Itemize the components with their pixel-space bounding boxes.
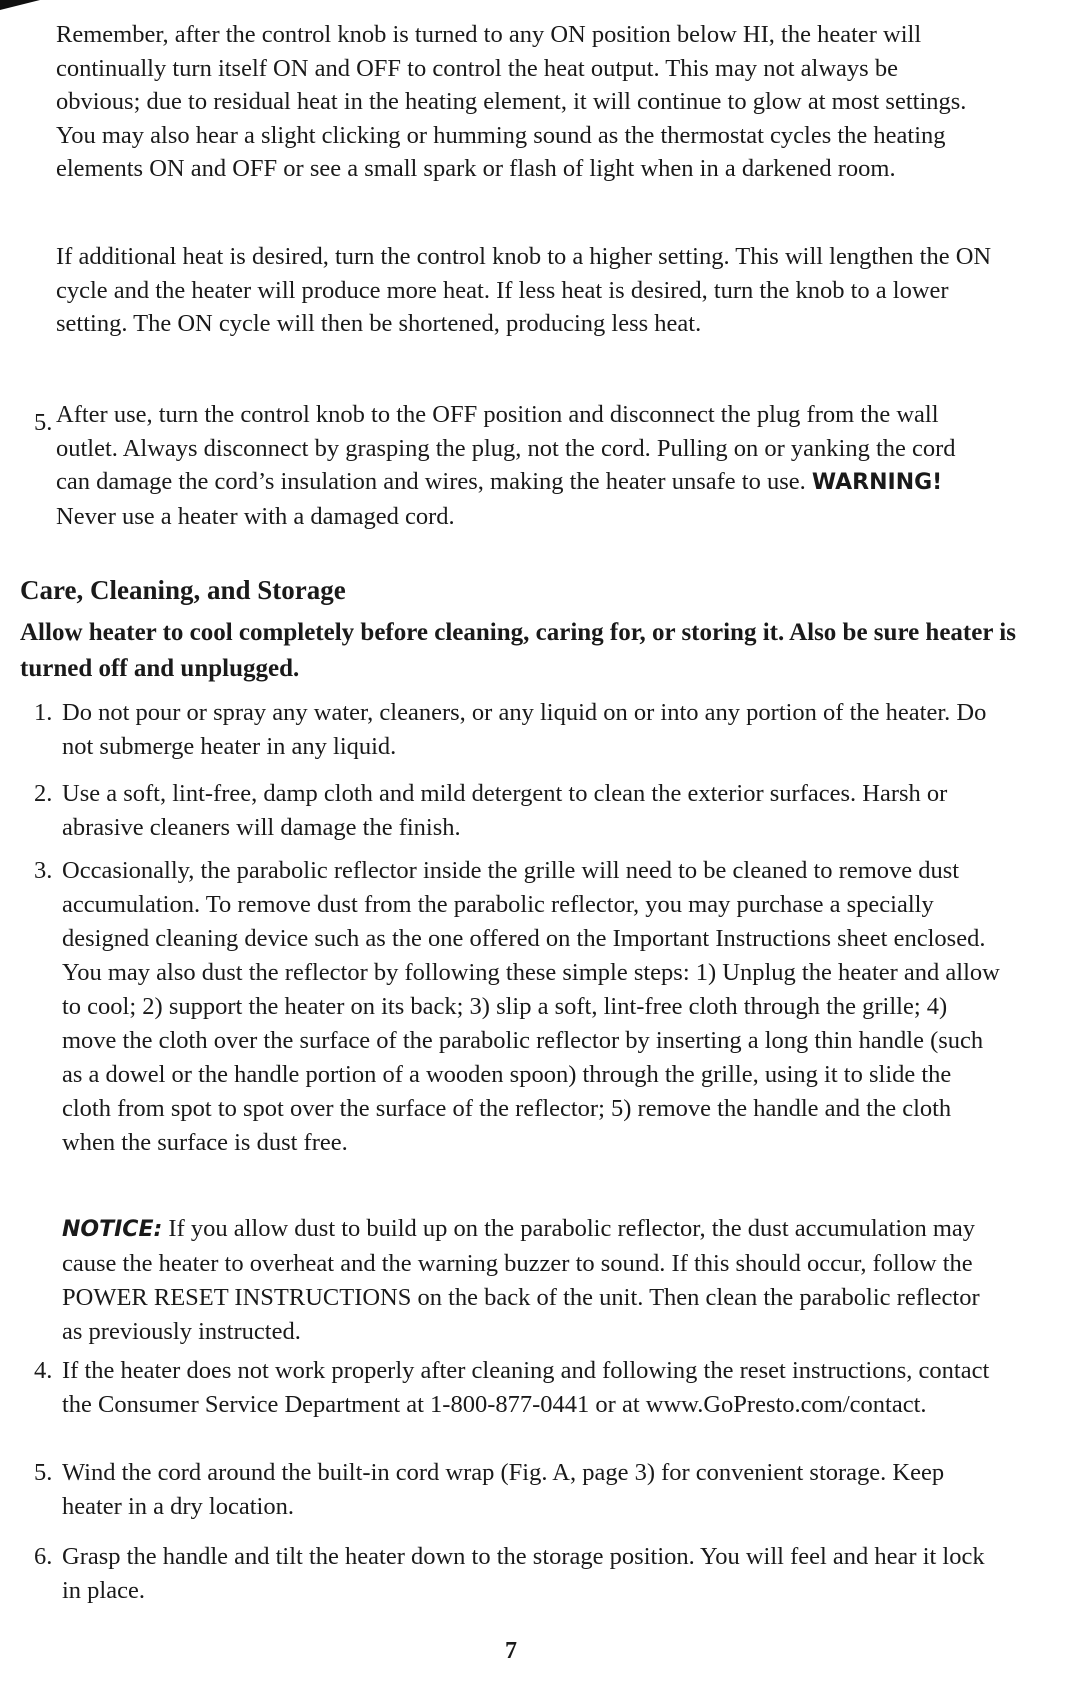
warning-label: WARNING! [811, 470, 943, 495]
list-item-number: 6. [34, 1543, 53, 1570]
list-item-number: 2. [34, 780, 53, 807]
care-section-intro: Allow heater to cool completely before cleaning, caring for, or storing it. Also be sure heater is turned off and unplugged. [20, 619, 1016, 682]
notice-text: If you allow dust to build up on the parabolic reflector, the dust accumulation may cause the heater to overheat and the warning buzzer to sound. If this should occur, follow the POWER RESET INSTRUCTIONS on the back of the unit. Then clean the parabolic reflector as previously instructed. [62, 1215, 980, 1345]
list-item-contact-service: If the heater does not work properly after cleaning and following the reset instructions, contact the Consumer Service Department at 1-800-877-0441 or at www.GoPresto.com/contact. [62, 1357, 990, 1418]
after-use-step [56, 398, 986, 533]
list-item-number: 4. [34, 1357, 53, 1384]
list-item-cord-storage: Wind the cord around the built-in cord wrap (Fig. A, page 3) for convenient storage. Keep heater in a dry location. [62, 1459, 945, 1520]
notice-paragraph [62, 1212, 1002, 1349]
list-item-clean-reflector: Occasionally, the parabolic reflector inside the grille will need to be cleaned to remove dust accumulation. To remove dust from the parabolic reflector, you may purchase a specially designed cleaning device such as the one offered on the Important Instructions sheet enclosed. You may also dust the reflector by following these simple steps: 1) Unplug the heater and allow to cool; 2) support the heater on its back; 3) slip a soft, lint-free cloth through the grille; 4) move the cloth over the surface of the parabolic reflector by inserting a long thin handle (such as a dowel or the handle portion of a wooden spoon) through the grille, using it to slide the cloth from spot to spot over the surface of the reflector; 5) remove the handle and the cloth when the surface is dust free. [62, 857, 1000, 1156]
thermostat-paragraph: Remember, after the control knob is turned to any ON position below HI, the heater will continually turn itself ON and OFF to control the heat output. This may not always be obvious; due to residual heat in the heating element, it will continue to glow at most settings. You may also hear a slight clicking or humming sound as the thermostat cycles the heating elements ON and OFF or see a small spark or flash of light when in a darkened room. [56, 21, 967, 182]
notice-label: NOTICE: [62, 1217, 163, 1242]
page-corner-mark [0, 0, 40, 10]
warning-text: Never use a heater with a damaged cord. [56, 502, 455, 530]
list-item-number: 1. [34, 699, 53, 726]
heat-adjust-paragraph: If additional heat is desired, turn the control knob to a higher setting. This will lengthen the ON cycle and the heater will produce more heat. If less heat is desired, turn the knob to a lower setting. The ON cycle will then be shortened, producing less heat. [56, 243, 992, 337]
list-item-number: 3. [34, 857, 53, 884]
care-section-title: Care, Cleaning, and Storage [20, 575, 346, 605]
page-number: 7 [505, 1638, 517, 1664]
after-use-text: After use, turn the control knob to the OFF position and disconnect the plug from the wall outlet. Always disconnect by grasping the plug, not the cord. Pulling on or yanking the cord can damage the cord’s insulation and wires, making the heater unsafe to use. [56, 401, 956, 495]
list-item-tilt-lock: Grasp the handle and tilt the heater down to the storage position. You will feel and hear it lock in place. [62, 1543, 985, 1604]
list-item-number: 5. [34, 1459, 53, 1486]
list-item-clean-exterior: Use a soft, lint-free, damp cloth and mild detergent to clean the exterior surfaces. Harsh or abrasive cleaners will damage the finish. [62, 780, 948, 841]
list-item-no-liquid: Do not pour or spray any water, cleaners, or any liquid on or into any portion of the heater. Do not submerge heater in any liquid. [62, 699, 987, 760]
step-number: 5. [34, 409, 53, 436]
